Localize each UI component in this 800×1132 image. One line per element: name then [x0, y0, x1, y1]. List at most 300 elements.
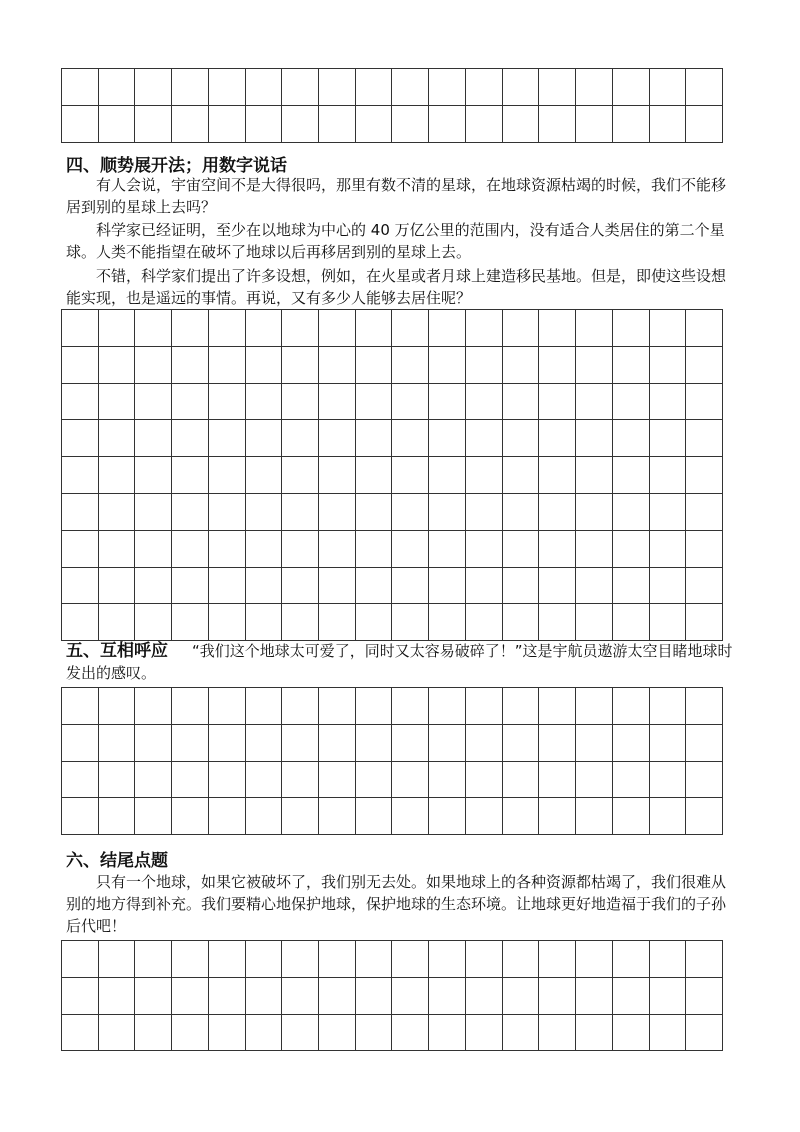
grid-cell [686, 384, 723, 421]
grid-cell [99, 941, 136, 978]
grid-cell [62, 568, 99, 605]
grid-cell [650, 725, 687, 762]
grid-cell [172, 1015, 209, 1052]
grid-cell [319, 106, 356, 143]
grid-cell [650, 457, 687, 494]
grid-cell [650, 1015, 687, 1052]
grid-cell [429, 494, 466, 531]
grid-cell [135, 457, 172, 494]
grid-cell [576, 762, 613, 799]
writing-grid-3 [61, 687, 723, 835]
grid-cell [172, 688, 209, 725]
grid-cell [613, 457, 650, 494]
grid-cell [576, 347, 613, 384]
grid-cell [172, 494, 209, 531]
grid-cell [429, 604, 466, 641]
grid-cell [650, 798, 687, 835]
grid-cell [613, 531, 650, 568]
grid-cell [576, 310, 613, 347]
grid-cell [209, 69, 246, 106]
grid-cell [246, 384, 283, 421]
grid-cell [99, 384, 136, 421]
grid-cell [356, 531, 393, 568]
grid-cell [576, 457, 613, 494]
grid-cell [503, 568, 540, 605]
section-4-paragraph-1: 有人会说，宇宙空间不是大得很吗，那里有数不清的星球，在地球资源枯竭的时候，我们不能移居到别的星球上去吗？ [66, 176, 727, 216]
grid-cell [576, 494, 613, 531]
grid-cell [466, 69, 503, 106]
grid-cell [246, 941, 283, 978]
grid-cell [650, 568, 687, 605]
grid-cell [99, 568, 136, 605]
grid-cell [466, 310, 503, 347]
grid-cell [282, 106, 319, 143]
grid-cell [466, 494, 503, 531]
grid-cell [503, 798, 540, 835]
grid-cell [686, 310, 723, 347]
grid-cell [392, 347, 429, 384]
grid-cell [539, 798, 576, 835]
grid-cell [650, 384, 687, 421]
grid-cell [246, 568, 283, 605]
grid-cell [135, 978, 172, 1015]
grid-cell [209, 688, 246, 725]
grid-cell [686, 725, 723, 762]
grid-cell [99, 604, 136, 641]
grid-cell [466, 384, 503, 421]
grid-cell [356, 494, 393, 531]
grid-cell [503, 604, 540, 641]
grid-cell [209, 106, 246, 143]
grid-cell [209, 604, 246, 641]
grid-cell [172, 568, 209, 605]
grid-cell [650, 347, 687, 384]
section-6-heading: 六、结尾点题 [66, 851, 168, 871]
grid-cell [282, 494, 319, 531]
grid-cell [539, 420, 576, 457]
grid-cell [650, 420, 687, 457]
grid-cell [246, 347, 283, 384]
grid-cell [686, 531, 723, 568]
grid-cell [319, 978, 356, 1015]
grid-cell [429, 1015, 466, 1052]
grid-cell [319, 941, 356, 978]
grid-cell [503, 384, 540, 421]
grid-cell [613, 725, 650, 762]
writing-grid-4 [61, 940, 723, 1051]
grid-cell [503, 688, 540, 725]
grid-cell [209, 531, 246, 568]
grid-cell [319, 688, 356, 725]
grid-cell [392, 725, 429, 762]
grid-cell [172, 798, 209, 835]
grid-cell [539, 941, 576, 978]
grid-cell [686, 604, 723, 641]
grid-cell [135, 725, 172, 762]
grid-cell [209, 941, 246, 978]
grid-cell [503, 106, 540, 143]
grid-cell [429, 688, 466, 725]
writing-grid-1 [61, 68, 723, 143]
section-4-paragraph-3: 不错，科学家们提出了许多设想，例如，在火星或者月球上建造移民基地。但是，即使这些设想能实现，也是遥远的事情。再说，又有多少人能够去居住呢？ [66, 267, 727, 307]
grid-cell [282, 420, 319, 457]
grid-cell [686, 420, 723, 457]
grid-cell [319, 69, 356, 106]
grid-cell [650, 69, 687, 106]
grid-cell [282, 978, 319, 1015]
grid-cell [135, 1015, 172, 1052]
grid-cell [392, 494, 429, 531]
grid-cell [503, 1015, 540, 1052]
grid-cell [392, 941, 429, 978]
grid-cell [62, 978, 99, 1015]
grid-cell [613, 762, 650, 799]
grid-cell [466, 457, 503, 494]
grid-cell [613, 978, 650, 1015]
grid-cell [62, 941, 99, 978]
grid-cell [62, 604, 99, 641]
grid-cell [99, 531, 136, 568]
grid-cell [503, 310, 540, 347]
grid-cell [539, 604, 576, 641]
grid-cell [172, 310, 209, 347]
grid-cell [576, 568, 613, 605]
grid-cell [576, 978, 613, 1015]
grid-cell [466, 347, 503, 384]
grid-cell [392, 457, 429, 494]
grid-cell [319, 310, 356, 347]
grid-cell [613, 420, 650, 457]
grid-cell [356, 978, 393, 1015]
grid-cell [209, 420, 246, 457]
grid-cell [99, 978, 136, 1015]
grid-cell [246, 69, 283, 106]
grid-cell [135, 941, 172, 978]
section-5-text: “我们这个地球太可爱了，同时又太容易破碎了！”这是宇航员遨游太空目睹地球时发出的感叹。 [66, 642, 733, 682]
grid-cell [62, 762, 99, 799]
grid-cell [576, 106, 613, 143]
grid-cell [99, 310, 136, 347]
grid-cell [429, 725, 466, 762]
grid-cell [539, 1015, 576, 1052]
grid-cell [429, 762, 466, 799]
grid-cell [650, 762, 687, 799]
grid-cell [686, 941, 723, 978]
grid-cell [282, 1015, 319, 1052]
grid-cell [319, 568, 356, 605]
grid-cell [62, 1015, 99, 1052]
grid-cell [466, 420, 503, 457]
grid-cell [429, 106, 466, 143]
grid-cell [99, 725, 136, 762]
grid-cell [62, 69, 99, 106]
grid-cell [246, 762, 283, 799]
grid-cell [319, 798, 356, 835]
grid-cell [392, 1015, 429, 1052]
grid-cell [613, 568, 650, 605]
grid-cell [209, 978, 246, 1015]
grid-cell [686, 798, 723, 835]
grid-cell [282, 604, 319, 641]
grid-cell [539, 106, 576, 143]
grid-cell [576, 420, 613, 457]
grid-cell [282, 69, 319, 106]
grid-cell [686, 1015, 723, 1052]
grid-cell [503, 531, 540, 568]
grid-cell [503, 494, 540, 531]
grid-cell [246, 420, 283, 457]
grid-cell [576, 941, 613, 978]
grid-cell [356, 420, 393, 457]
grid-cell [172, 69, 209, 106]
grid-cell [172, 384, 209, 421]
grid-cell [539, 347, 576, 384]
grid-cell [62, 106, 99, 143]
grid-cell [356, 604, 393, 641]
grid-cell [503, 725, 540, 762]
grid-cell [576, 798, 613, 835]
grid-cell [356, 941, 393, 978]
grid-cell [686, 106, 723, 143]
grid-cell [613, 604, 650, 641]
grid-cell [650, 978, 687, 1015]
grid-cell [539, 531, 576, 568]
grid-cell [613, 494, 650, 531]
grid-cell [62, 494, 99, 531]
grid-cell [172, 941, 209, 978]
grid-cell [135, 494, 172, 531]
grid-cell [392, 688, 429, 725]
grid-cell [282, 310, 319, 347]
grid-cell [319, 494, 356, 531]
section-4-heading: 四、顺势展开法；用数字说话 [66, 156, 287, 176]
grid-cell [466, 725, 503, 762]
grid-cell [135, 762, 172, 799]
writing-grid-2 [61, 309, 723, 641]
grid-cell [135, 531, 172, 568]
grid-cell [356, 310, 393, 347]
section-5-block [66, 640, 738, 684]
grid-cell [686, 762, 723, 799]
grid-cell [135, 604, 172, 641]
grid-cell [613, 688, 650, 725]
grid-cell [613, 941, 650, 978]
grid-cell [246, 604, 283, 641]
grid-cell [135, 310, 172, 347]
grid-cell [99, 762, 136, 799]
grid-cell [62, 420, 99, 457]
grid-cell [99, 457, 136, 494]
grid-cell [429, 420, 466, 457]
grid-cell [466, 762, 503, 799]
grid-cell [576, 688, 613, 725]
grid-cell [282, 568, 319, 605]
grid-cell [99, 1015, 136, 1052]
grid-cell [576, 531, 613, 568]
grid-cell [99, 798, 136, 835]
grid-cell [429, 531, 466, 568]
grid-cell [246, 725, 283, 762]
grid-cell [576, 384, 613, 421]
grid-cell [62, 798, 99, 835]
grid-cell [613, 347, 650, 384]
grid-cell [429, 978, 466, 1015]
grid-cell [466, 106, 503, 143]
grid-cell [209, 347, 246, 384]
grid-cell [172, 106, 209, 143]
grid-cell [172, 978, 209, 1015]
section-4-paragraph-2: 科学家已经证明，至少在以地球为中心的 40 万亿公里的范围内，没有适合人类居住的第二个星球。人类不能指望在破坏了地球以后再移居到别的星球上去。 [66, 221, 725, 261]
grid-cell [99, 347, 136, 384]
grid-cell [246, 457, 283, 494]
grid-cell [62, 725, 99, 762]
grid-cell [319, 420, 356, 457]
grid-cell [686, 69, 723, 106]
grid-cell [429, 798, 466, 835]
grid-cell [466, 688, 503, 725]
grid-cell [356, 106, 393, 143]
grid-cell [613, 384, 650, 421]
grid-cell [686, 347, 723, 384]
grid-cell [282, 798, 319, 835]
grid-cell [539, 457, 576, 494]
grid-cell [356, 457, 393, 494]
grid-cell [429, 69, 466, 106]
grid-cell [613, 106, 650, 143]
grid-cell [539, 762, 576, 799]
grid-cell [209, 1015, 246, 1052]
grid-cell [429, 568, 466, 605]
grid-cell [576, 1015, 613, 1052]
grid-cell [135, 420, 172, 457]
grid-cell [62, 688, 99, 725]
grid-cell [686, 978, 723, 1015]
grid-cell [539, 568, 576, 605]
grid-cell [99, 69, 136, 106]
grid-cell [209, 310, 246, 347]
grid-cell [392, 604, 429, 641]
grid-cell [209, 457, 246, 494]
grid-cell [282, 347, 319, 384]
grid-cell [99, 494, 136, 531]
section-5-heading: 五、互相呼应 [66, 641, 168, 661]
grid-cell [539, 69, 576, 106]
grid-cell [172, 762, 209, 799]
grid-cell [429, 384, 466, 421]
grid-cell [209, 762, 246, 799]
grid-cell [466, 531, 503, 568]
grid-cell [99, 106, 136, 143]
grid-cell [99, 688, 136, 725]
grid-cell [135, 384, 172, 421]
grid-cell [613, 1015, 650, 1052]
grid-cell [392, 568, 429, 605]
grid-cell [99, 420, 136, 457]
grid-cell [172, 725, 209, 762]
grid-cell [282, 457, 319, 494]
grid-cell [209, 725, 246, 762]
grid-cell [466, 798, 503, 835]
grid-cell [356, 347, 393, 384]
grid-cell [319, 762, 356, 799]
grid-cell [429, 310, 466, 347]
grid-cell [576, 725, 613, 762]
grid-cell [613, 69, 650, 106]
grid-cell [650, 604, 687, 641]
grid-cell [650, 494, 687, 531]
grid-cell [392, 69, 429, 106]
grid-cell [429, 457, 466, 494]
grid-cell [209, 384, 246, 421]
grid-cell [686, 568, 723, 605]
grid-cell [392, 798, 429, 835]
grid-cell [282, 531, 319, 568]
grid-cell [466, 568, 503, 605]
grid-cell [539, 384, 576, 421]
grid-cell [650, 106, 687, 143]
grid-cell [503, 420, 540, 457]
grid-cell [135, 568, 172, 605]
grid-cell [62, 457, 99, 494]
grid-cell [172, 531, 209, 568]
grid-cell [282, 384, 319, 421]
grid-cell [503, 978, 540, 1015]
grid-cell [686, 688, 723, 725]
grid-cell [209, 568, 246, 605]
grid-cell [62, 347, 99, 384]
grid-cell [62, 531, 99, 568]
grid-cell [135, 69, 172, 106]
grid-cell [576, 604, 613, 641]
grid-cell [172, 420, 209, 457]
grid-cell [246, 688, 283, 725]
grid-cell [466, 978, 503, 1015]
grid-cell [319, 457, 356, 494]
grid-cell [503, 457, 540, 494]
grid-cell [429, 347, 466, 384]
grid-cell [356, 1015, 393, 1052]
grid-cell [135, 347, 172, 384]
grid-cell [356, 798, 393, 835]
grid-cell [319, 604, 356, 641]
grid-cell [356, 688, 393, 725]
grid-cell [686, 494, 723, 531]
grid-cell [356, 762, 393, 799]
grid-cell [135, 798, 172, 835]
grid-cell [282, 762, 319, 799]
grid-cell [503, 347, 540, 384]
grid-cell [392, 310, 429, 347]
grid-cell [282, 941, 319, 978]
grid-cell [392, 420, 429, 457]
grid-cell [392, 762, 429, 799]
grid-cell [392, 106, 429, 143]
grid-cell [282, 725, 319, 762]
grid-cell [246, 310, 283, 347]
grid-cell [650, 941, 687, 978]
grid-cell [319, 384, 356, 421]
grid-cell [246, 978, 283, 1015]
grid-cell [613, 798, 650, 835]
grid-cell [135, 106, 172, 143]
grid-cell [62, 384, 99, 421]
grid-cell [613, 310, 650, 347]
grid-cell [650, 310, 687, 347]
grid-cell [392, 384, 429, 421]
grid-cell [172, 604, 209, 641]
grid-cell [466, 1015, 503, 1052]
grid-cell [246, 494, 283, 531]
